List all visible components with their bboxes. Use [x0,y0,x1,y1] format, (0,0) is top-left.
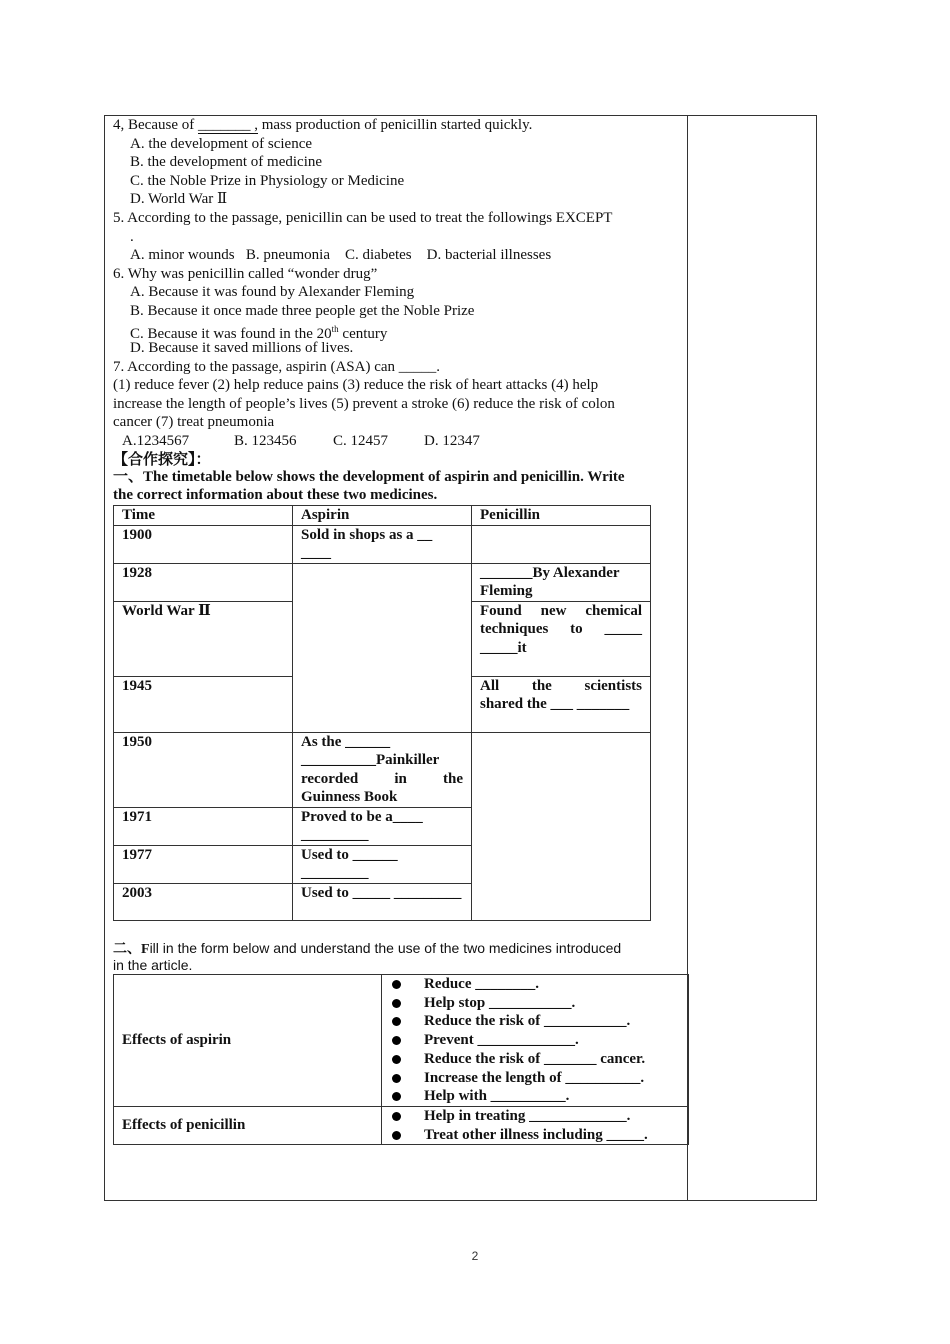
effects-table [113,974,689,1145]
header-aspirin: Aspirin [293,506,472,526]
q7-line-1: (1) reduce fever (2) help reduce pains (3) reduce the risk of heart attacks (4) help [113,377,599,393]
list-item: Increase the length of __________. [390,1069,680,1088]
effects-row-aspirin [114,975,689,1107]
bullet-icon [392,1017,401,1026]
penicillin-world-war-line-1: Found new chemical techniques to _____ [480,602,642,637]
q6-option-b: B. Because it once made three people get the Noble Prize [130,303,475,319]
time-1950: 1950 [114,732,293,807]
penicillin-1928: _______By Alexander Fleming [472,563,651,601]
bullet-icon [392,1112,401,1121]
q7-line-3: cancer (7) treat pneumonia [113,414,275,430]
q6-option-c-sup: th [331,324,339,334]
bullet-icon [392,999,401,1008]
list-item: Help in treating _____________. [390,1107,680,1126]
task2-line-2: in the article. [113,957,193,973]
bullet-icon [392,980,401,989]
task2-text: ill in the form below and understand the use of the two medicines introduced [149,940,622,956]
penicillin-1945 [472,676,651,732]
q7-line-2: increase the length of people’s lives (5) prevent a stroke (6) reduce the risk of colon [113,396,615,412]
aspirin-1950-line-2: __________Painkiller [301,752,440,768]
q5-stem: 5. According to the passage, penicillin can be used to treat the followings EXCEPT [113,210,613,226]
q5-stem-cont: . [130,229,134,245]
aspirin-empty-block [293,563,472,732]
penicillin-1945-line-1: All the scientists [480,677,642,694]
penicillin-1900 [472,525,651,563]
bullet-icon [392,1074,401,1083]
time-1945: 1945 [114,676,293,732]
list-item: Treat other illness including _____. [390,1126,680,1145]
q4-stem-pre: 4, Because of [113,117,195,133]
time-1971: 1971 [114,807,293,845]
effects-row-penicillin [114,1107,689,1145]
timetable-row-1900 [114,525,651,563]
header-penicillin: Penicillin [472,506,651,526]
q7-option-a: A.1234567 [122,433,190,449]
bullet-icon [392,1092,401,1101]
penicillin-world-war-line-2: _____it [480,639,527,656]
aspirin-1950-line-1: As the ______ [301,733,391,750]
q4-stem-post: mass production of penicillin started quickly. [261,117,533,133]
header-time: Time [114,506,293,526]
q4-option-a: A. the development of science [130,136,313,152]
list-item: Help with __________. [390,1087,680,1106]
aspirin-1950 [293,732,472,807]
time-1900: 1900 [114,525,293,563]
penicillin-empty-block [472,732,651,920]
list-item: Reduce the risk of _______ cancer. [390,1050,680,1069]
q6-option-c-pre: C. Because it was found in the 20 [130,326,332,342]
effects-penicillin-items [382,1107,689,1145]
list-item: Prevent _____________. [390,1031,680,1050]
time-1977: 1977 [114,845,293,883]
q6-stem: 6. Why was penicillin called “wonder drug” [113,266,378,282]
time-1928: 1928 [114,563,293,601]
q5-options: A. minor wounds B. pneumonia C. diabetes D. bacterial illnesses [130,247,552,263]
bullet-icon [392,1131,401,1140]
aspirin-1971: Proved to be a____ _________ [293,807,472,845]
aspirin-1900: Sold in shops as a __ ____ [293,525,472,563]
q4-option-b: B. the development of medicine [130,154,323,170]
timetable-row-1928 [114,563,651,601]
bullet-icon [392,1055,401,1064]
task1-line-1: 一、The timetable below shows the development of aspirin and penicillin. Write [113,469,625,485]
q4-option-c: C. the Noble Prize in Physiology or Medicine [130,173,405,189]
penicillin-1945-line-2: shared the ___ _______ [480,696,630,712]
q7-stem: 7. According to the passage, aspirin (ASA) can _____. [113,359,441,375]
timetable [113,505,651,921]
list-item: Reduce the risk of ___________. [390,1012,680,1031]
q4-stem [113,116,532,134]
q6-option-c-post: century [338,326,388,342]
bullet-icon [392,1036,401,1045]
aspirin-1977: Used to ______ _________ [293,845,472,883]
task1-line-2: the correct information about these two medicines. [113,487,438,503]
q7-option-d: D. 12347 [424,433,480,449]
time-2003: 2003 [114,883,293,920]
effects-aspirin-label: Effects of aspirin [114,975,382,1107]
task2-prefix: 二、F [113,942,150,957]
aspirin-1950-line-4: Guinness Book [301,789,398,805]
aspirin-2003: Used to _____ _________ [293,883,472,920]
page-number: 2 [471,1249,479,1263]
q4-option-d: D. World War Ⅱ [130,191,228,207]
effects-aspirin-items [382,975,689,1107]
effects-penicillin-label: Effects of penicillin [114,1107,382,1145]
time-world-war: World War Ⅱ [114,601,293,676]
list-item: Reduce ________. [390,975,680,994]
timetable-header-row [114,506,651,526]
q7-option-c: C. 12457 [333,433,389,449]
q6-option-d: D. Because it saved millions of lives. [130,340,354,356]
timetable-row-1950 [114,732,651,807]
q6-option-a: A. Because it was found by Alexander Fleming [130,284,415,300]
cooperation-heading: 【合作探究】： [113,452,211,468]
aspirin-1950-line-3: recorded in the [301,770,463,787]
list-item: Help stop ___________. [390,994,680,1013]
penicillin-world-war [472,601,651,676]
q4-blank: _______ , [197,117,258,133]
q7-option-b: B. 123456 [234,433,297,449]
